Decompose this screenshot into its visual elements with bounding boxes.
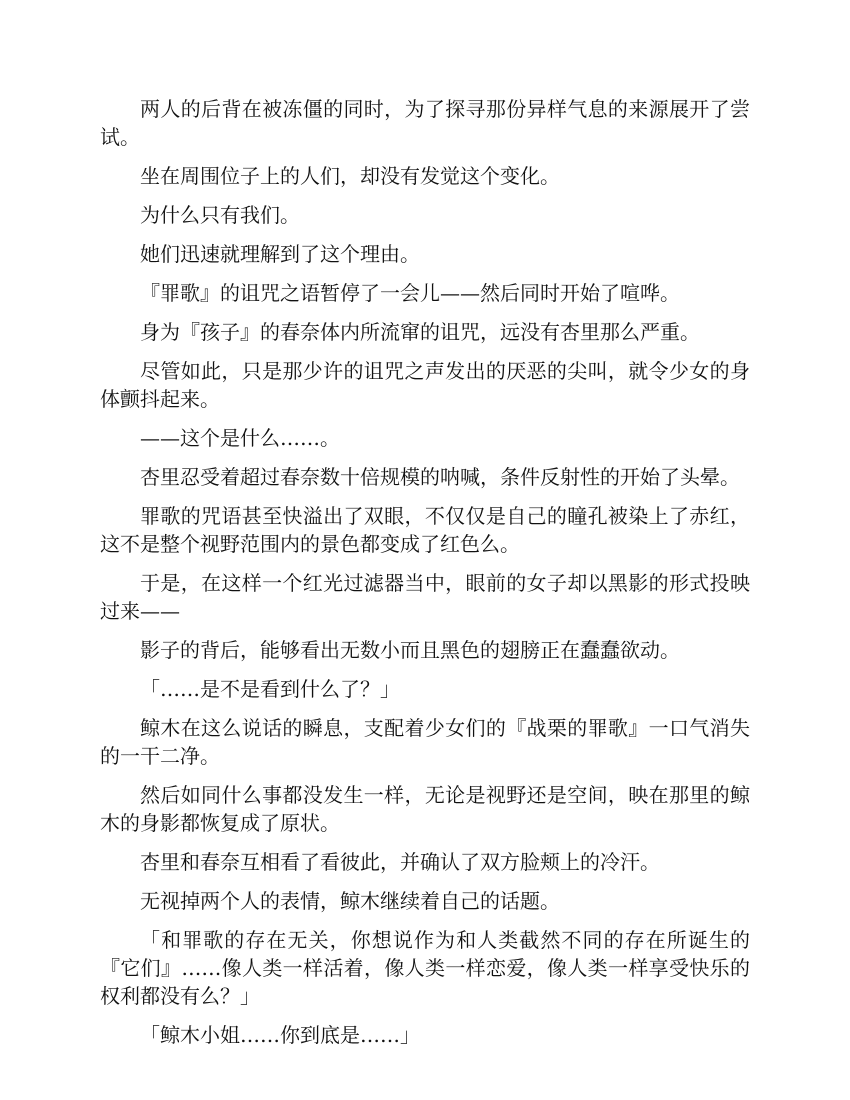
dialogue-line: 「和罪歌的存在无关，你想说作为和人类截然不同的存在所诞生的『它们』……像人类一样活着，像人类一样恋爱，像人类一样享受快乐的权利都没有么？」 bbox=[100, 928, 750, 1008]
paragraph: 『罪歌』的诅咒之语暂停了一会儿——然后同时开始了喧哗。 bbox=[140, 281, 680, 305]
dialogue-line: 「……是不是看到什么了？」 bbox=[140, 677, 400, 701]
paragraph: 两人的后背在被冻僵的同时，为了探寻那份异样气息的来源展开了尝试。 bbox=[100, 97, 750, 149]
paragraph: 然后如同什么事都没发生一样，无论是视野还是空间，映在那里的鲸木的身影都恢复成了原状。 bbox=[100, 783, 750, 835]
paragraph: 无视掉两个人的表情，鲸木继续着自己的话题。 bbox=[140, 889, 560, 913]
paragraph: 罪歌的咒语甚至快溢出了双眼，不仅仅是自己的瞳孔被染上了赤红，这不是整个视野范围内的景色都变成了红色么。 bbox=[100, 504, 750, 556]
paragraph: 坐在周围位子上的人们，却没有发觉这个变化。 bbox=[140, 164, 560, 188]
paragraph: 尽管如此，只是那少许的诅咒之声发出的厌恶的尖叫，就令少女的身体颤抖起来。 bbox=[100, 359, 750, 411]
paragraph: 影子的背后，能够看出无数小而且黑色的翅膀正在蠢蠢欲动。 bbox=[140, 638, 680, 662]
paragraph: 杏里和春奈互相看了看彼此，并确认了双方脸颊上的冷汗。 bbox=[140, 850, 660, 874]
paragraph: 杏里忍受着超过春奈数十倍规模的呐喊，条件反射性的开始了头晕。 bbox=[140, 465, 740, 489]
dialogue-line: 「鲸木小姐……你到底是……」 bbox=[140, 1023, 420, 1047]
paragraph: 于是，在这样一个红光过滤器当中，眼前的女子却以黑影的形式投映过来—— bbox=[100, 571, 750, 623]
document-body bbox=[100, 95, 750, 1060]
paragraph: 为什么只有我们。 bbox=[140, 203, 300, 227]
paragraph: 鲸木在这么说话的瞬息，支配着少女们的『战栗的罪歌』一口气消失的一干二净。 bbox=[100, 716, 750, 768]
paragraph: 她们迅速就理解到了这个理由。 bbox=[140, 242, 420, 266]
paragraph: 身为『孩子』的春奈体内所流窜的诅咒，远没有杏里那么严重。 bbox=[140, 320, 700, 344]
paragraph: ——这个是什么……。 bbox=[140, 426, 340, 450]
